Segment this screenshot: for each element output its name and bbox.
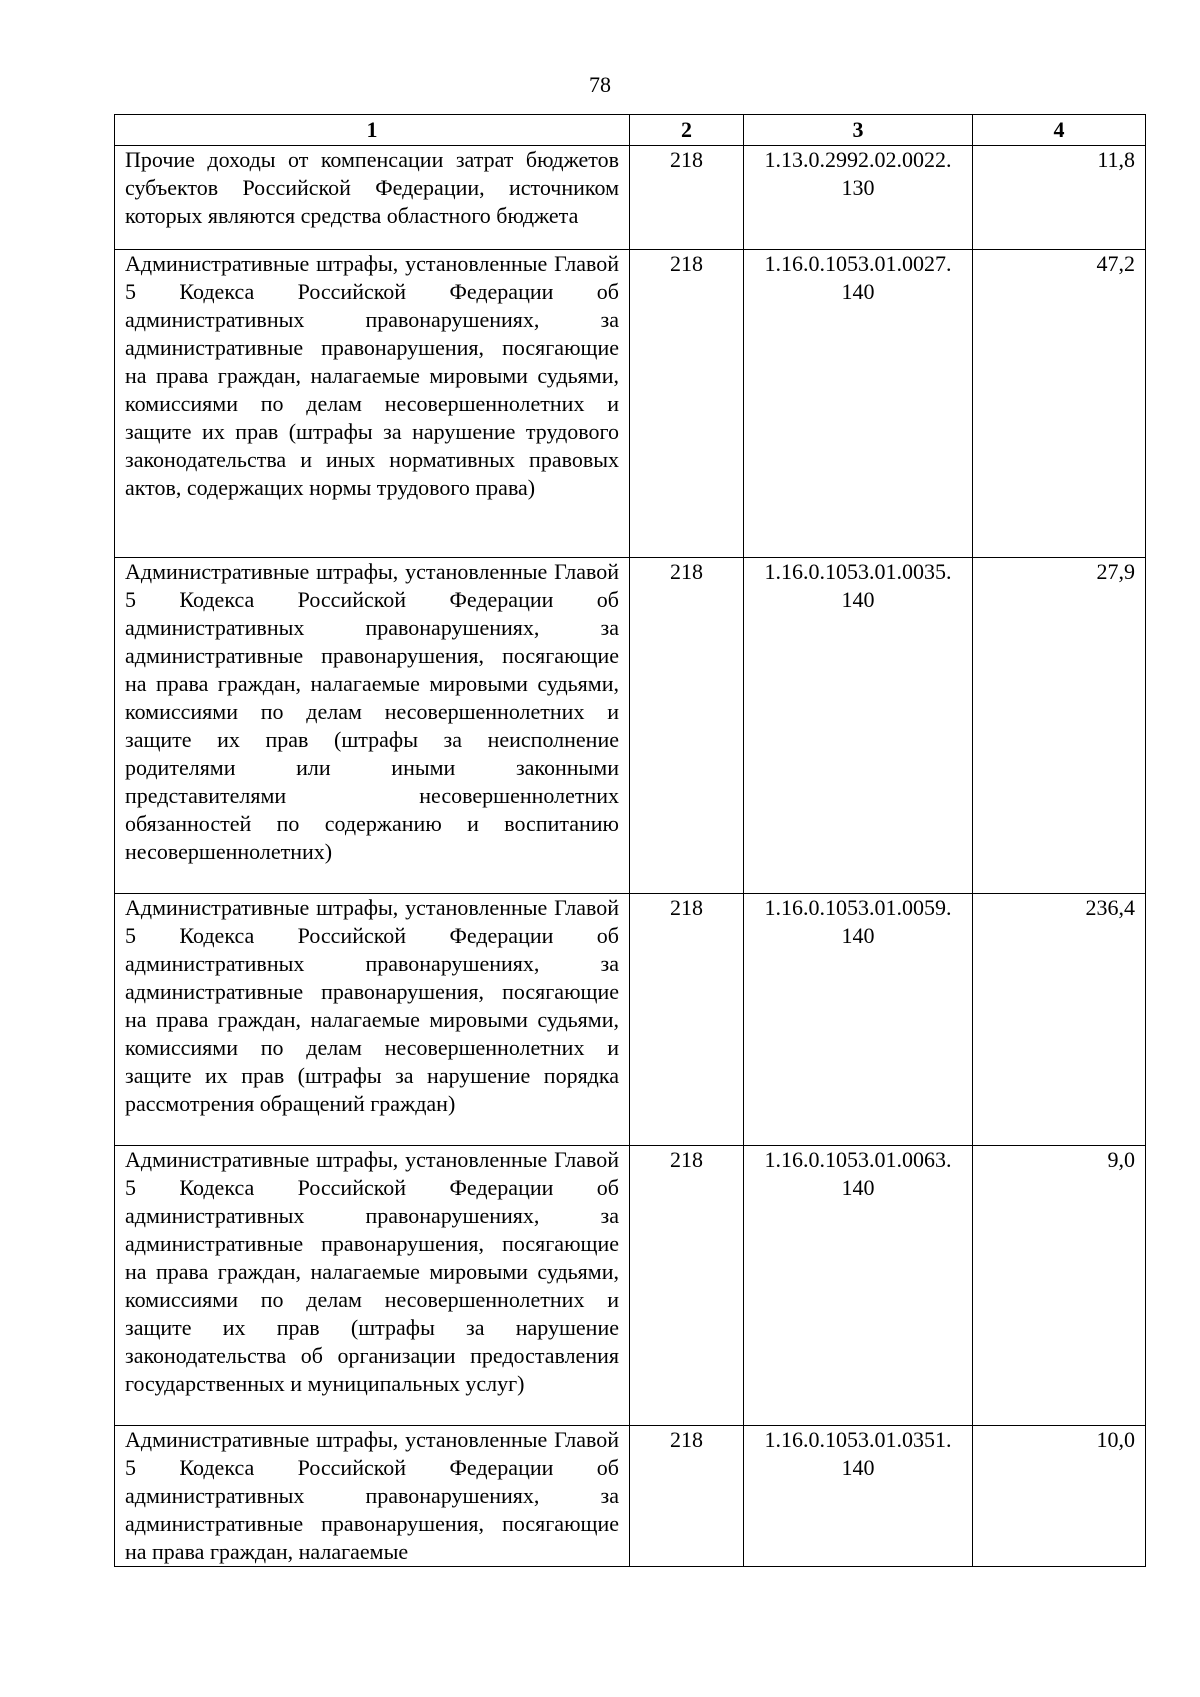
code-line-2: 140 bbox=[841, 1455, 875, 1480]
code-line-2: 140 bbox=[841, 279, 875, 304]
code-line-2: 140 bbox=[841, 923, 875, 948]
table-row bbox=[115, 146, 1146, 250]
page-number: 78 bbox=[589, 72, 611, 97]
amount: 236,4 bbox=[973, 894, 1146, 1146]
amount: 27,9 bbox=[973, 558, 1146, 894]
amount: 10,0 bbox=[973, 1426, 1146, 1567]
admin-code: 218 bbox=[630, 558, 744, 894]
table-row bbox=[115, 1146, 1146, 1426]
code-line-2: 140 bbox=[841, 587, 875, 612]
table-row bbox=[115, 894, 1146, 1146]
amount: 47,2 bbox=[973, 250, 1146, 558]
table-header-row bbox=[115, 115, 1146, 146]
revenue-name: Административные штрафы, установленные Главой 5 Кодекса Российской Федерации об административных правонарушениях, за административные правонарушения, посягающие на права граждан, налагаемые мировыми судьями, комиссиями по делам несовершеннолетних и защите их прав (штрафы за нарушение законодательства об организации предоставления государственных и муниципальных услуг) bbox=[115, 1146, 630, 1426]
amount: 11,8 bbox=[973, 146, 1146, 250]
admin-code: 218 bbox=[630, 894, 744, 1146]
admin-code: 218 bbox=[630, 250, 744, 558]
code-line-1: 1.13.0.2992.02.0022. bbox=[764, 147, 952, 172]
header-col-2: 2 bbox=[630, 115, 744, 146]
classification-code bbox=[744, 894, 973, 1146]
revenue-name: Административные штрафы, установленные Главой 5 Кодекса Российской Федерации об административных правонарушениях, за административные правонарушения, посягающие на права граждан, налагаемые мировыми судьями, комиссиями по делам несовершеннолетних и защите их прав (штрафы за неисполнение родителями или иными законными представителями несовершеннолетних обязанностей по содержанию и воспитанию несовершеннолетних) bbox=[115, 558, 630, 894]
table-row bbox=[115, 558, 1146, 894]
code-line-1: 1.16.0.1053.01.0035. bbox=[764, 559, 952, 584]
code-line-2: 140 bbox=[841, 1175, 875, 1200]
revenue-name: Административные штрафы, установленные Главой 5 Кодекса Российской Федерации об административных правонарушениях, за административные правонарушения, посягающие на права граждан, налагаемые bbox=[115, 1426, 630, 1567]
classification-code bbox=[744, 250, 973, 558]
admin-code: 218 bbox=[630, 1146, 744, 1426]
classification-code bbox=[744, 146, 973, 250]
admin-code: 218 bbox=[630, 146, 744, 250]
revenue-name: Административные штрафы, установленные Главой 5 Кодекса Российской Федерации об административных правонарушениях, за административные правонарушения, посягающие на права граждан, налагаемые мировыми судьями, комиссиями по делам несовершеннолетних и защите их прав (штрафы за нарушение порядка рассмотрения обращений граждан) bbox=[115, 894, 630, 1146]
classification-code bbox=[744, 558, 973, 894]
code-line-1: 1.16.0.1053.01.0059. bbox=[764, 895, 952, 920]
header-col-4: 4 bbox=[973, 115, 1146, 146]
classification-code bbox=[744, 1426, 973, 1567]
revenue-table bbox=[114, 114, 1146, 1567]
header-col-3: 3 bbox=[744, 115, 973, 146]
classification-code bbox=[744, 1146, 973, 1426]
table-row bbox=[115, 1426, 1146, 1567]
code-line-1: 1.16.0.1053.01.0063. bbox=[764, 1147, 952, 1172]
code-line-1: 1.16.0.1053.01.0027. bbox=[764, 251, 952, 276]
header-col-1: 1 bbox=[115, 115, 630, 146]
code-line-2: 130 bbox=[841, 175, 875, 200]
admin-code: 218 bbox=[630, 1426, 744, 1567]
code-line-1: 1.16.0.1053.01.0351. bbox=[764, 1427, 952, 1452]
table-row bbox=[115, 250, 1146, 558]
revenue-name: Прочие доходы от компенсации затрат бюджетов субъектов Российской Федерации, источником которых являются средства областного бюджета bbox=[115, 146, 630, 250]
revenue-name: Административные штрафы, установленные Главой 5 Кодекса Российской Федерации об административных правонарушениях, за административные правонарушения, посягающие на права граждан, налагаемые мировыми судьями, комиссиями по делам несовершеннолетних и защите их прав (штрафы за нарушение трудового законодательства и иных нормативных правовых актов, содержащих нормы трудового права) bbox=[115, 250, 630, 558]
amount: 9,0 bbox=[973, 1146, 1146, 1426]
